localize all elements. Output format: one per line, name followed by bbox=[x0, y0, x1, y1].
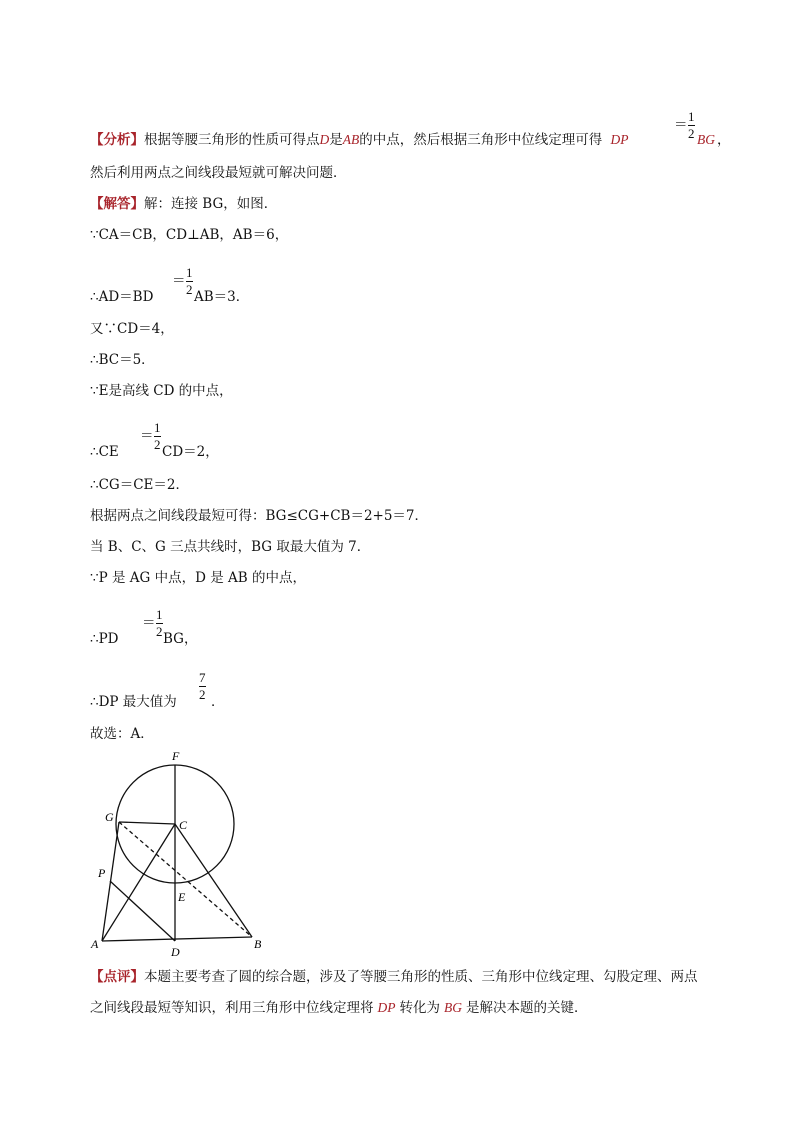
solution-line-12: ∴DP 最大值为 bbox=[90, 694, 177, 710]
solution-tag: 【解答】 bbox=[90, 196, 144, 212]
solution-line-9: 当 B、C、G 三点共线时，BG 取最大值为 7． bbox=[90, 539, 371, 555]
segment-cb bbox=[175, 824, 252, 937]
label-f: F bbox=[172, 749, 180, 763]
label-a: A bbox=[91, 937, 99, 951]
analysis-line-1: 【分析】根据等腰三角形的性质可得点D是AB的中点，然后根据三角形中位线定理可得 DP bbox=[90, 132, 629, 148]
fraction-1: 1 2 bbox=[186, 265, 193, 297]
label-p: P bbox=[98, 866, 106, 880]
solution-line-13: 故选：A． bbox=[90, 726, 154, 742]
solution-line-8: 根据两点之间线段最短可得：BG≤CG+CB＝2+5＝7． bbox=[90, 508, 429, 524]
fraction-3: 1 2 bbox=[156, 607, 163, 639]
analysis-fraction: 1 2 bbox=[688, 109, 695, 141]
solution-line-11: ∴PD bbox=[90, 631, 119, 647]
segment-gc bbox=[119, 822, 175, 824]
segment-ab bbox=[102, 937, 252, 941]
segment-pd bbox=[110, 881, 175, 941]
solution-line-5: ∵E是高线 CD 的中点， bbox=[90, 383, 233, 399]
label-g: G bbox=[105, 810, 114, 824]
solution-line-7: ∴CG＝CE＝2． bbox=[90, 477, 189, 493]
analysis-tag: 【分析】 bbox=[90, 132, 144, 148]
fraction-2: 1 2 bbox=[154, 420, 161, 452]
analysis-eq: ＝ bbox=[674, 117, 688, 133]
label-b: B bbox=[254, 937, 262, 951]
solution-line-2: ∴AD＝BD bbox=[90, 289, 154, 305]
comment-line-2: 之间线段最短等知识，利用三角形中位线定理将 DP 转化为 BG 是解决本题的关键． bbox=[90, 1000, 588, 1016]
solution-line-6: ∴CE bbox=[90, 444, 119, 460]
fraction-4: 7 2 bbox=[199, 670, 206, 702]
geometry-figure bbox=[82, 745, 282, 960]
comment-line-1: 【点评】本题主要考查了圆的综合题，涉及了等腰三角形的性质、三角形中位线定理、勾股定理、两点 bbox=[90, 969, 698, 985]
comment-tag: 【点评】 bbox=[90, 969, 144, 985]
solution-intro: 【解答】解：连接 BG，如图． bbox=[90, 196, 278, 212]
solution-line-3: 又∵CD＝4， bbox=[90, 321, 174, 337]
solution-line-4: ∴BC＝5． bbox=[90, 352, 155, 368]
label-e: E bbox=[178, 890, 186, 904]
solution-line-1: ∵CA＝CB，CD⊥AB，AB＝6， bbox=[90, 227, 289, 243]
solution-line-10: ∵P 是 AG 中点，D 是 AB 的中点， bbox=[90, 570, 306, 586]
analysis-line-2: 然后利用两点之间线段最短就可解决问题． bbox=[90, 165, 347, 181]
label-d: D bbox=[171, 945, 180, 959]
label-c: C bbox=[179, 818, 188, 832]
